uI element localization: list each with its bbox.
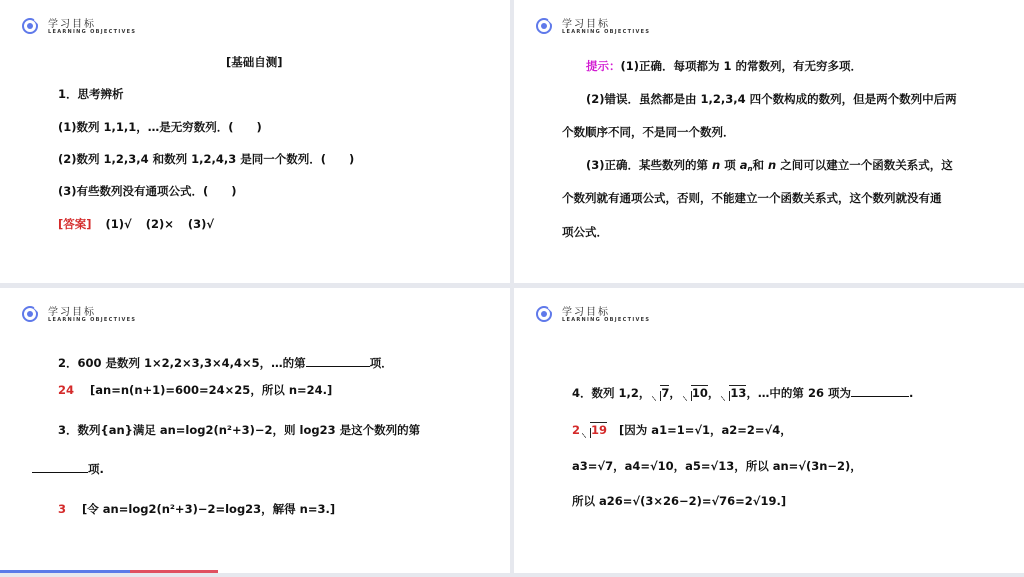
progress-bar-blue: [0, 570, 130, 573]
answer-blank: [306, 356, 370, 367]
question-text: 项.: [88, 462, 104, 476]
header-title: 学习目标: [48, 19, 96, 30]
answer-tag: [答案]: [58, 217, 92, 231]
answer-coef: 2: [572, 423, 581, 437]
header-title: 学习目标: [562, 307, 610, 318]
header-subtitle: LEARNING OBJECTIVES: [562, 29, 651, 35]
target-logo-icon: [22, 306, 38, 322]
sqrt-13: 13: [721, 386, 746, 400]
question-2: [58, 355, 393, 371]
var-a: a: [739, 158, 748, 172]
hint-line-5: 个数列就有通项公式，否则，不能建立一个函数关系式，这个数列就没有通: [562, 191, 942, 205]
header-title: 学习目标: [48, 307, 96, 318]
answer-value: [572, 423, 607, 437]
question-1-item-3: (3)有些数列没有通项公式．( ): [58, 184, 237, 198]
answer-4-line-1: [572, 422, 792, 438]
text: (3)正确．某些数列的第: [586, 158, 713, 172]
header-subtitle: LEARNING OBJECTIVES: [48, 29, 137, 35]
answer-number: 3: [58, 502, 67, 516]
slide-4: [514, 288, 1024, 573]
header-subtitle: LEARNING OBJECTIVES: [562, 317, 651, 323]
text: 和: [752, 158, 768, 172]
check-icon: √: [124, 217, 132, 231]
answer-2-line: [58, 382, 332, 398]
check-icon: √: [206, 217, 215, 231]
sqrt-7: 7: [652, 386, 669, 400]
answer-explanation: [因为 a1=1=√1，a2=2=√4，: [619, 423, 792, 437]
answer-3-line: [58, 501, 335, 517]
question-1-item-1: (1)数列 1,1,1，…是无穷数列．( ): [58, 120, 262, 134]
hint-line-3: 个数顺序不同，不是同一个数列．: [562, 125, 735, 139]
answer-number: 24: [58, 383, 75, 397]
answer-2: (2)×: [145, 217, 174, 231]
question-4: 4．数列 1,2， 7， 10， 13，…中的第 26 项为 .: [572, 386, 914, 400]
question-3: 3．数列{an}满足 an=log2(n²+3)−2，则 log23 是这个数列的第: [58, 423, 421, 437]
question-text: 4．数列 1,2，: [572, 386, 651, 400]
target-logo-icon: [22, 18, 38, 34]
answer-explanation: [令 an=log2(n²+3)−2=log23，解得 n=3.]: [82, 502, 336, 516]
hint-line-4: (3)正确．某些数列的第 n 项 $a_n$和 n 之间可以建立一个函数关系式，这: [586, 158, 953, 173]
slide-1: [0, 0, 510, 283]
target-logo-icon: [536, 306, 552, 322]
slide-3: [0, 288, 510, 573]
answer-blank: [32, 462, 88, 473]
answer-4-line-3: 所以 a26=√(3×26−2)=√76=2√19.]: [572, 494, 787, 508]
header-title: 学习目标: [562, 19, 610, 30]
question-text: 项．: [369, 356, 393, 370]
question-1-title: 1．思考辨析: [58, 87, 124, 101]
var-n: n: [712, 158, 721, 172]
answer-radicand: 19: [582, 423, 607, 437]
hint-tag: 提示：: [586, 59, 621, 73]
header-subtitle: LEARNING OBJECTIVES: [48, 317, 137, 323]
var-n: n: [768, 158, 777, 172]
target-logo-icon: [536, 18, 552, 34]
answer-1: (1): [105, 217, 125, 231]
answer-line: [58, 216, 214, 232]
question-text: ，…中的第 26 项为: [746, 386, 851, 400]
sqrt-10: 10: [683, 386, 708, 400]
hint-line-2: (2)错误．虽然都是由 1,2,3,4 四个数构成的数列，但是两个数列中后两: [586, 92, 957, 106]
answer-3: (3): [187, 217, 207, 231]
progress-bar-red: [130, 570, 218, 573]
hint-line-6: 项公式．: [562, 225, 608, 239]
text: 项: [720, 158, 740, 172]
hint-line-1: [586, 58, 862, 74]
answer-4-line-2: a3=√7，a4=√10，a5=√13，所以 an=√(3n−2)，: [572, 459, 862, 473]
answer-explanation: [an=n(n+1)=600=24×25，所以 n=24.]: [90, 383, 333, 397]
hint-text: (1)正确．每项都为 1 的常数列，有无穷多项．: [620, 59, 863, 73]
text: 之间可以建立一个函数关系式，这: [776, 158, 953, 172]
question-3-cont: [32, 461, 104, 477]
slide-2: [514, 0, 1024, 283]
section-title: [基础自测]: [226, 55, 283, 69]
question-1-item-2: (2)数列 1,2,3,4 和数列 1,2,4,3 是同一个数列．( ): [58, 152, 355, 166]
question-text: 2．600 是数列 1×2,2×3,3×4,4×5，…的第: [58, 356, 306, 370]
answer-blank: [851, 386, 909, 397]
